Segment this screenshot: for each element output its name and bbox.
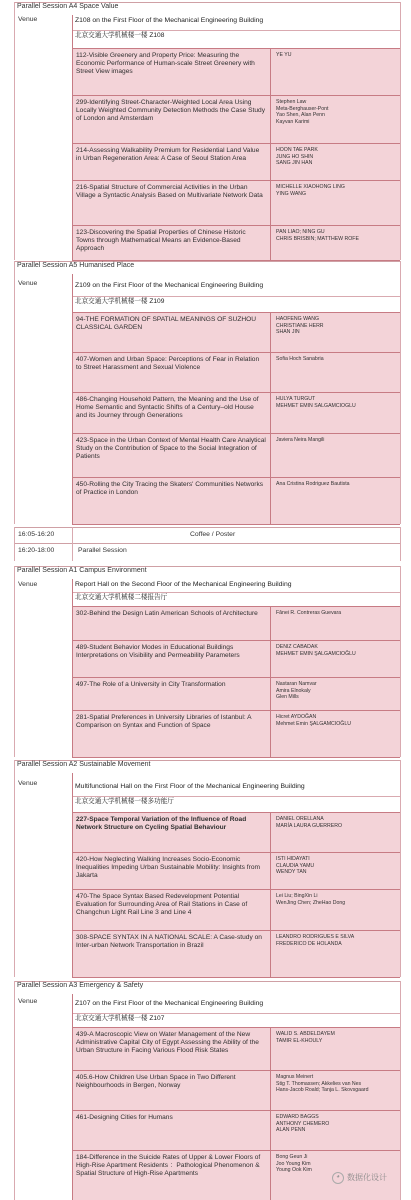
- venue-label: Venue: [18, 780, 38, 787]
- paper-title: 216-Spatial Structure of Commercial Activities in the Urban Village a Syntactic Analysis Based on Multivariate Network Data: [76, 184, 263, 200]
- venue-name-en: Z108 on the First Floor of the Mechanical Engineering Building: [75, 17, 264, 24]
- venue-name-en: Multifunctional Hall on the First Floor of the Mechanical Engineering Building: [75, 783, 305, 790]
- venue-label: Venue: [18, 581, 38, 588]
- session-right-border: [400, 566, 401, 757]
- session-header-a5: Parallel Session A5 Humanised Place: [14, 261, 400, 271]
- paper-authors: Sofia Hoch Sanabria: [276, 356, 324, 362]
- paper-title: 470-The Space Syntax Based Redevelopment Potential Evaluation for Surrounding Area of Rail Stations in Case of Changchun Light Rail Line 3 and Line 4: [76, 893, 248, 917]
- break-time: 16:05-16:20: [18, 531, 55, 538]
- break-right-border: [400, 527, 401, 561]
- paper-title: 308-SPACE SYNTAX IN A NATIONAL SCALE: A Case-study on Inter-urban Network Transportation in Brazil: [76, 934, 262, 950]
- paper-authors: Stephen Law Meta-Berghauser-Pont Yao Shen, Alan Penn Kayvan Karimi: [276, 99, 329, 125]
- author-col-border: [270, 352, 271, 392]
- venue-divider: [72, 796, 400, 797]
- session-right-border: [400, 760, 401, 977]
- session-right-border: [400, 981, 401, 1200]
- author-col-border: [270, 225, 271, 260]
- paper-authors: HOON TAE PARK JUNG HO SHIN SANG JIN HAN: [276, 147, 318, 167]
- watermark: [332, 1172, 387, 1184]
- parallel-time: 16:20-18:00: [18, 547, 55, 554]
- paper-authors: EDWARD BAGGS ANTHONY CHEMERO ALAN PENN: [276, 1114, 330, 1134]
- venue-label: Venue: [18, 280, 38, 287]
- session-header-a4: Parallel Session A4 Space Value: [14, 2, 400, 12]
- paper-authors: HAOFENG WANG CHRISTIANE HERR SHAN JIN: [276, 316, 324, 336]
- paper-title: 450-Rolling the City Tracing the Skaters' Communities Networks of Practice in London: [76, 481, 264, 497]
- session-header-a1: Parallel Session A1 Campus Environment: [14, 566, 400, 576]
- session-left-border: [14, 2, 15, 260]
- paper-title: 227-Space Temporal Variation of the Influence of Road Network Structure on Cycling Spatial Behaviour: [76, 816, 247, 832]
- session-left-border: [14, 760, 15, 977]
- venue-name-en: Report Hall on the Second Floor of the Mechanical Engineering Building: [75, 581, 292, 588]
- paper-authors: PAN LIAO; NING GU CHRIS BRISBIN; MATTHEW ROFE: [276, 229, 359, 242]
- author-col-border: [270, 889, 271, 930]
- session-header-a2: Parallel Session A2 Sustainable Movement: [14, 760, 400, 770]
- paper-title: 302-Behind the Design Latin American Schools of Architecture: [76, 610, 258, 617]
- author-col-border: [270, 710, 271, 757]
- wechat-icon: ◕: [332, 1172, 344, 1184]
- session-left-border: [14, 261, 15, 524]
- venue-label: Venue: [18, 998, 38, 1005]
- paper-divider: [72, 757, 400, 758]
- paper-title: 184-Difference in the Suicide Rates of Upper & Lower Floors of High-Rise Apartment Residents ：Pathological Phenomenon & Spatial Structure of High-Rise Apartments: [76, 1154, 261, 1178]
- paper-divider: [72, 524, 400, 525]
- venue-name-cn: 北京交通大学机械楼一楼 Z107: [75, 1015, 165, 1022]
- paper-authors: DANIEL ORELLANA MARÍA LAURA GUERRERO: [276, 816, 343, 829]
- venue-name-cn: 北京交通大学机械楼一楼 Z109: [75, 298, 165, 305]
- session-left-border: [14, 566, 15, 757]
- paper-authors: WALID S. ABDELDAYEM TAMIR EL-KHOULY: [276, 1031, 335, 1044]
- paper-authors: YE YU: [276, 52, 292, 58]
- author-col-border: [270, 640, 271, 677]
- paper-authors: HULYA TURGUT MEHMET EMIN SALGAMCIOGLU: [276, 396, 356, 409]
- author-col-border: [270, 930, 271, 977]
- session-left-border: [14, 981, 15, 1200]
- author-col-border: [270, 1110, 271, 1150]
- author-col-border: [270, 1027, 271, 1070]
- author-col-border: [270, 48, 271, 95]
- author-col-border: [270, 1150, 271, 1200]
- paper-title: 112-Visible Greenery and Property Price: Measuring the Economic Performance of Human-scale Street Greenery with Street View images: [76, 52, 255, 76]
- venue-divider: [72, 1013, 400, 1014]
- session-right-border: [400, 261, 401, 524]
- paper-authors: Hicret AYDOĞAN Mehmet Emin ŞALGAMCIOĞLU: [276, 714, 351, 727]
- paper-divider: [72, 977, 400, 978]
- paper-authors: DENIZ CABADAK MEHMET EMIN ŞALGAMCIOĞLU: [276, 644, 356, 657]
- author-col-border: [270, 606, 271, 640]
- paper-authors: Bong Geun Ji Joo Young Kim Young Ook Kim: [276, 1154, 312, 1174]
- author-col-border: [270, 433, 271, 477]
- paper-title: 299-Identifying Street-Character-Weighted Local Area Using Locally Weighted Community Detection Methods the Case Study of London and Amsterdam: [76, 99, 265, 123]
- paper-title: 407-Women and Urban Space: Perceptions of Fear in Relation to Street Harassment and Sexual Violence: [76, 356, 260, 372]
- author-col-border: [270, 677, 271, 710]
- venue-name-cn: 北京交通大学机械楼一楼 Z108: [75, 32, 165, 39]
- paper-authors: Magnus Meinert Stig T. Thomassen; Akkelies van Nes Hans-Jacob Roald; Tanja L. Skovsgaard: [276, 1074, 369, 1094]
- author-col-border: [270, 180, 271, 225]
- venue-name-cn: 北京交通大学机械楼二楼报告厅: [75, 594, 168, 601]
- paper-title: 214-Assessing Walkability Premium for Residential Land Value in Urban Regeneration Area: A Case of Seoul Station Area: [76, 147, 260, 163]
- paper-authors: Nastaran Namvar Amira Elnokaly Glen Mills: [276, 681, 317, 701]
- paper-authors: Ana Cristina Rodriguez Bautista: [276, 481, 350, 487]
- author-col-border: [270, 312, 271, 352]
- session-header-a3: Parallel Session A3 Emergency & Safety: [14, 981, 400, 991]
- paper-authors: MICHELLE XIAOHONG LING YING WANG: [276, 184, 345, 197]
- paper-title: 94-THE FORMATION OF SPATIAL MEANINGS OF SUZHOU CLASSICAL GARDEN: [76, 316, 256, 332]
- venue-divider: [72, 296, 400, 297]
- venue-name-en: Z107 on the First Floor of the Mechanical Engineering Building: [75, 1000, 264, 1007]
- venue-divider: [72, 592, 400, 593]
- break-col-border: [72, 527, 73, 561]
- author-col-border: [270, 95, 271, 143]
- paper-title: 439-A Macroscopic View on Water Management of the New Administrative Capital City of Egypt Assessing the Ability of the Urban Structure in Facing Various Flood Risk States: [76, 1031, 259, 1055]
- paper-authors: Fănei R. Contreras Guevara: [276, 610, 342, 616]
- paper-title: 461-Designing Cities for Humans: [76, 1114, 173, 1121]
- paper-authors: Javiera Neira Mangili: [276, 437, 325, 443]
- author-col-border: [270, 477, 271, 524]
- author-col-border: [270, 812, 271, 852]
- paper-title: 420-How Neglecting Walking Increases Socio-Economic Inequalities Impeding Urban Sustainable Mobility: Insights from Jakarta: [76, 856, 260, 880]
- paper-title: 423-Space in the Urban Context of Mental Health Care Analytical Study on the Contribution of Space to the Social Integration of Patients: [76, 437, 266, 461]
- paper-title: 281-Spatial Preferences in University Libraries of Istanbul: A Comparison on Syntax and Function of Space: [76, 714, 252, 730]
- venue-label: Venue: [18, 16, 38, 23]
- paper-authors: ISTI HIDAYATI CLAUDIA YAMU WENDY TAN: [276, 856, 315, 876]
- paper-authors: LEANDRO RODRIGUES E SILVA FREDERICO DE HOLANDA: [276, 934, 355, 947]
- paper-title: 486-Changing Household Pattern, the Meaning and the Use of Home Semantic and Syntactic Shifts of a Century–old House and its Journey through Generations: [76, 396, 259, 420]
- paper-title: 123-Discovering the Spatial Properties of Chinese Historic Towns through Mathematical Means an Evidence-Based Approach: [76, 229, 246, 253]
- venue-name-cn: 北京交通大学机械楼一楼多功能厅: [75, 798, 174, 805]
- watermark-text: 数据化设计: [347, 1173, 387, 1183]
- paper-title: 405.6-How Children Use Urban Space in Two Different Neighbourhoods in Bergen, Norway: [76, 1074, 236, 1090]
- parallel-label: Parallel Session: [78, 547, 127, 554]
- venue-name-en: Z109 on the First Floor of the Mechanical Engineering Building: [75, 282, 264, 289]
- author-col-border: [270, 852, 271, 889]
- break-label: Coffee / Poster: [190, 531, 236, 538]
- author-col-border: [270, 1070, 271, 1110]
- author-col-border: [270, 392, 271, 433]
- session-right-border: [400, 2, 401, 260]
- author-col-border: [270, 143, 271, 180]
- break-left-border: [14, 527, 15, 561]
- venue-divider: [72, 30, 400, 31]
- paper-authors: Lei Liu; BingXin Li WenJing Chen; ZheHao Dong: [276, 893, 346, 906]
- paper-title: 497-The Role of a University in City Transformation: [76, 681, 226, 688]
- paper-title: 489-Student Behavior Modes in Educational Buildings Interpretations on Visibility and Permeability Parameters: [76, 644, 240, 660]
